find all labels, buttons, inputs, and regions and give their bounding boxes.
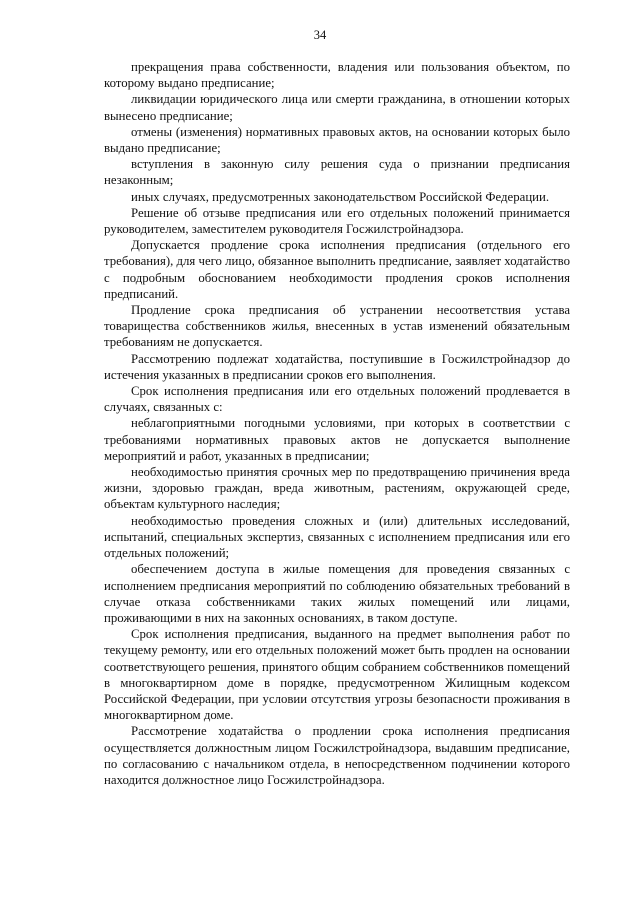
- paragraph-other-cases: иных случаях, предусмотренных законодательством Российской Федерации.: [131, 189, 550, 204]
- page-number: 34: [313, 28, 327, 42]
- paragraph-access-to-premises: обеспечением доступа в жилые помещения для проведения связанных с исполнением предписания мероприятий по соблюдению обязательных требований в случае отказа собственниками таких жилых помещений или лицами, проживающими в них на законных основаниях, в таком доступе.: [104, 562, 570, 625]
- paragraph-court-decision: вступления в законную силу решения суда о признании предписания незаконным;: [104, 157, 570, 188]
- paragraph-repeal-of-legal-acts: отмены (изменения) нормативных правовых актов, на основании которых было выдано предписание;: [104, 124, 570, 156]
- paragraph-petition-review-procedure: Рассмотрение ходатайства о продлении срока исполнения предписания осуществляется должностным лицом Госжилстройнадзора, выдавшим предписание, по согласованию с начальником отдела, в непосредственном подчинении которого находится должностное лицо Госжилстройнадзора.: [104, 724, 570, 787]
- paragraph-liquidation-or-death: ликвидации юридического лица или смерти гражданина, в отношении которых вынесено предписание;: [104, 92, 570, 123]
- paragraph-hoa-charter-no-extension: Продление срока предписания об устранении несоответствия устава товарищества собственников жилья, внесенных в устав изменений обязательным требованиям не допускается.: [104, 303, 570, 350]
- document-body: [104, 59, 570, 788]
- paragraph-termination-of-ownership: прекращения права собственности, владения или пользования объектом, по которому выдано предписание;: [104, 60, 570, 91]
- paragraph-urgent-measures: необходимостью принятия срочных мер по предотвращению причинения вреда жизни, здоровью граждан, вреда животным, растениям, окружающей среде, объектам культурного наследия;: [104, 465, 570, 512]
- paragraph-revocation-decision: Решение об отзыве предписания или его отдельных положений принимается руководителем, заместителем руководителя Госжилстройнадзора.: [104, 205, 570, 237]
- paragraph-weather-conditions: неблагоприятными погодными условиями, при которых в соответствии с требованиями нормативных правовых актов не допускается выполнение мероприятий и работ, указанных в предписании;: [104, 416, 570, 463]
- paragraph-complex-studies: необходимостью проведения сложных и (или) длительных исследований, испытаний, специальных экспертиз, связанных с исполнением предписания или его отдельных положений;: [104, 513, 570, 561]
- paragraph-petition-review-deadline: Рассмотрению подлежат ходатайства, поступившие в Госжилстройнадзор до истечения указанных в предписании сроков его выполнения.: [104, 351, 570, 382]
- paragraph-current-repair-extension: Срок исполнения предписания, выданного на предмет выполнения работ по текущему ремонту, или его отдельных положений может быть продлен на основании соответствующего решения, принятого общим собранием собственников помещений в многоквартирном доме в порядке, предусмотренном Жилищным кодексом Российской Федерации, при условии отсутствия угрозы безопасности проживания в многоквартирном доме.: [104, 627, 570, 723]
- paragraph-extension-cases-intro: Срок исполнения предписания или его отдельных положений продлевается в случаях, связанных с:: [104, 384, 570, 415]
- paragraph-extension-allowed: Допускается продление срока исполнения предписания (отдельного его требования), для чего лицо, обязанное выполнить предписание, заявляет ходатайство с подробным обоснованием необходимости продления сроков исполнения предписаний.: [104, 238, 571, 301]
